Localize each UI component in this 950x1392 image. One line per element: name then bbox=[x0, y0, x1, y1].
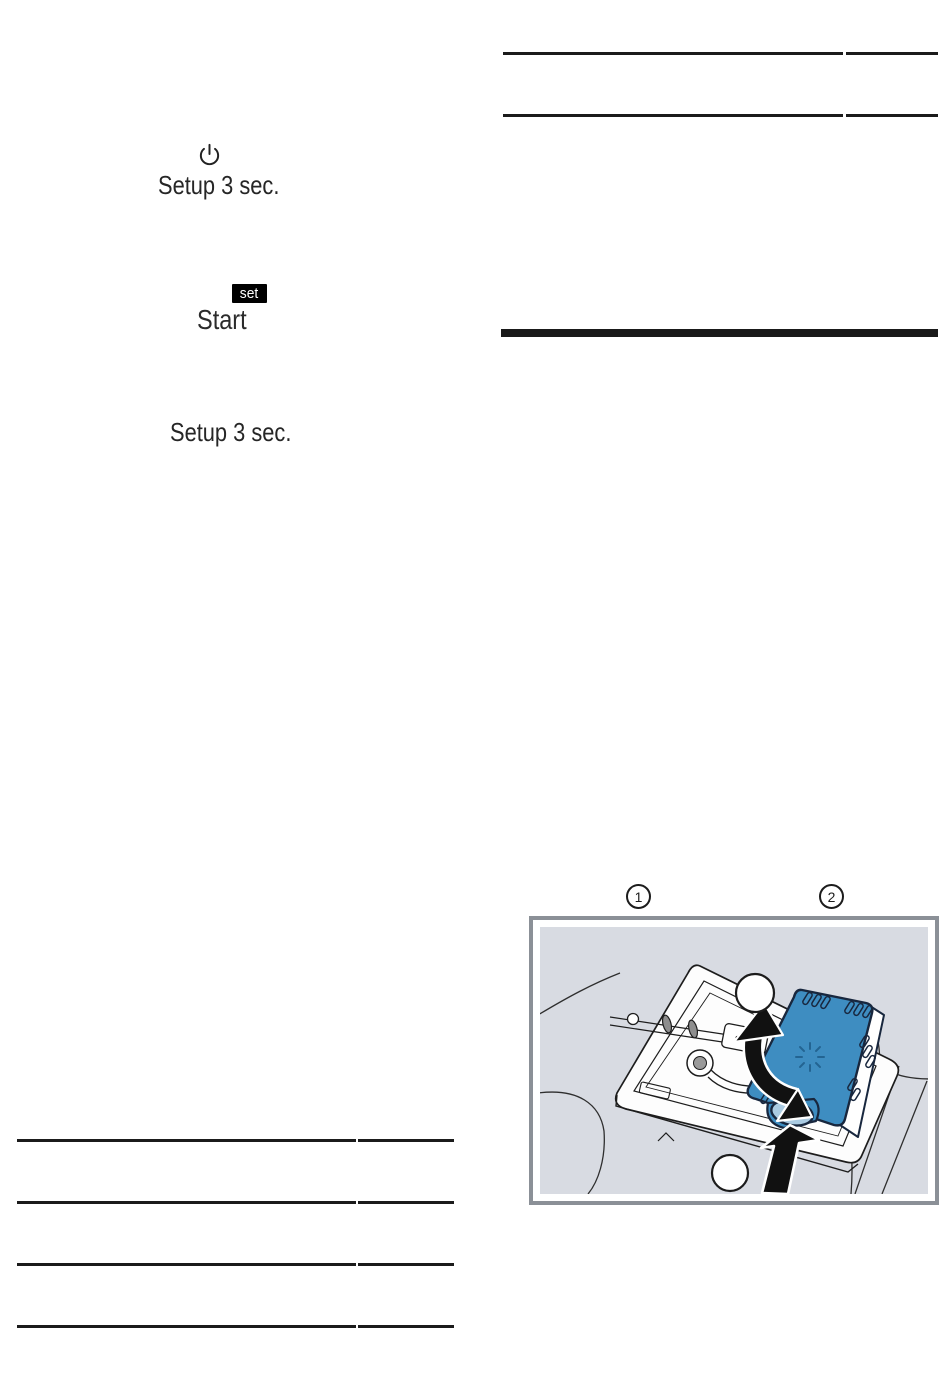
callout-circle-2 bbox=[712, 1155, 748, 1191]
set-key-badge bbox=[232, 284, 267, 303]
callout-circle-1 bbox=[736, 974, 774, 1012]
table-rule bbox=[846, 114, 938, 117]
set-key-label: set bbox=[240, 285, 259, 302]
table-rule bbox=[358, 1201, 454, 1204]
table-rule bbox=[503, 52, 843, 55]
table-rule bbox=[358, 1325, 454, 1328]
dispenser-illustration bbox=[540, 927, 928, 1194]
section-divider-bar bbox=[501, 329, 938, 337]
table-rule bbox=[17, 1201, 356, 1204]
table-rule bbox=[17, 1325, 356, 1328]
table-rule bbox=[846, 52, 938, 55]
start-label: Start bbox=[197, 304, 247, 335]
power-icon bbox=[197, 141, 222, 167]
figure-callout-1 bbox=[626, 884, 651, 909]
figure-callout-1-label: 1 bbox=[634, 888, 643, 905]
figure-callout-2-label: 2 bbox=[827, 888, 836, 905]
setup-3sec-label-2: Setup 3 sec. bbox=[170, 417, 292, 447]
table-rule bbox=[503, 114, 843, 117]
table-rule bbox=[358, 1139, 454, 1142]
figure-callout-2 bbox=[819, 884, 844, 909]
figure-frame bbox=[529, 916, 939, 1205]
table-rule bbox=[17, 1263, 356, 1266]
table-rule bbox=[358, 1263, 454, 1266]
setup-3sec-label-1: Setup 3 sec. bbox=[158, 170, 280, 200]
table-rule bbox=[17, 1139, 356, 1142]
